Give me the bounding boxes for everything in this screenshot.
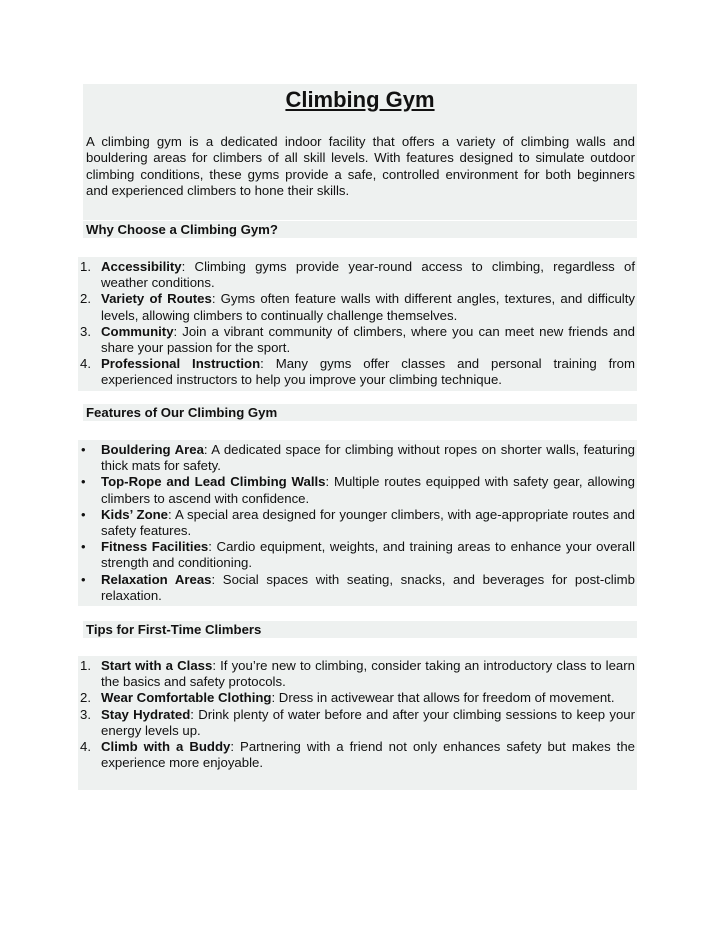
- list-number: 1.: [80, 259, 91, 274]
- list-item-text: : Cardio equipment, weights, and training areas to enhance your overall strength and conditioning.: [101, 539, 635, 571]
- section-heading-features: Features of Our Climbing Gym: [86, 405, 278, 420]
- list-item-term: Accessibility: [101, 259, 182, 274]
- list-item-term: Bouldering Area: [101, 442, 204, 457]
- list-item: [80, 539, 635, 571]
- list-item-term: Professional Instruction: [101, 356, 261, 372]
- list-item-text: : Many gyms offer classes and personal training from experienced instructors to help you improve your climbing technique.: [101, 356, 635, 388]
- list-number: 4.: [80, 356, 91, 372]
- why-choose-list: [80, 259, 635, 389]
- list-item: [80, 356, 635, 388]
- list-item-text: : If you’re new to climbing, consider taking an introductory class to learn the basics and safety protocols.: [101, 658, 635, 690]
- list-item-term: Variety of Routes: [101, 291, 212, 307]
- bullet-icon: •: [81, 442, 86, 457]
- intro-paragraph: A climbing gym is a dedicated indoor facility that offers a variety of climbing walls and bouldering areas for climbers of all skill levels. With features designed to simulate outdoor climbing conditions, these gyms provide a safe, controlled environment for both beginners and experienced climbers to hone their skills.: [86, 134, 635, 198]
- list-item-term: Fitness Facilities: [101, 539, 209, 555]
- list-item-text: : Social spaces with seating, snacks, and beverages for post-climb relaxation.: [101, 571, 635, 603]
- list-number: 3.: [80, 706, 91, 722]
- list-item: [80, 324, 635, 356]
- list-item: [80, 707, 635, 739]
- bullet-icon: •: [81, 571, 86, 587]
- section-heading-tips: Tips for First-Time Climbers: [86, 622, 262, 637]
- list-number: 4.: [80, 739, 91, 755]
- list-number: 1.: [80, 658, 91, 673]
- list-item-term: Kids’ Zone: [101, 506, 169, 522]
- list-item-term: Wear Comfortable Clothing: [101, 690, 272, 706]
- bullet-icon: •: [81, 539, 86, 555]
- list-item-term: Community: [101, 323, 174, 339]
- list-item: [80, 572, 635, 604]
- list-item: [80, 690, 635, 706]
- list-item-text: : A dedicated space for climbing without ropes on shorter walls, featuring thick mats for safety.: [101, 442, 636, 474]
- list-number: 3.: [80, 323, 91, 339]
- section-heading-why: Why Choose a Climbing Gym?: [86, 222, 278, 237]
- list-item: [80, 658, 635, 690]
- page-title: Climbing Gym: [285, 87, 435, 112]
- list-item-term: Stay Hydrated: [101, 706, 191, 722]
- list-item: [80, 507, 635, 539]
- list-number: 2.: [80, 690, 91, 706]
- bullet-icon: •: [81, 506, 86, 522]
- list-item-term: Start with a Class: [101, 658, 213, 673]
- list-item-term: Relaxation Areas: [101, 571, 212, 587]
- list-item-text: : Drink plenty of water before and after your climbing sessions to keep your energy levels up.: [101, 706, 635, 738]
- tips-list: [80, 658, 635, 771]
- list-item-text: : Partnering with a friend not only enhances safety but makes the experience more enjoyable.: [101, 739, 635, 771]
- list-item: [80, 474, 635, 506]
- bullet-icon: •: [81, 474, 86, 490]
- list-item-text: : Gyms often feature walls with different angles, textures, and difficulty levels, allowing climbers to continually challenge themselves.: [101, 291, 635, 323]
- list-item-text: : Climbing gyms provide year-round access to climbing, regardless of weather conditions.: [101, 259, 635, 291]
- list-item: [80, 291, 635, 323]
- list-number: 2.: [80, 291, 91, 307]
- list-item-text: : Dress in activewear that allows for freedom of movement.: [271, 690, 615, 706]
- list-item-term: Climb with a Buddy: [101, 739, 231, 755]
- list-item-text: : A special area designed for younger climbers, with age-appropriate routes and safety features.: [101, 506, 635, 539]
- list-item: [80, 259, 635, 291]
- list-item-term: Top-Rope and Lead Climbing Walls: [101, 474, 326, 490]
- list-item: [80, 442, 635, 474]
- list-item-text: : Join a vibrant community of climbers, where you can meet new friends and share your passion for the sport.: [101, 323, 635, 356]
- list-item-text: : Multiple routes equipped with safety gear, allowing climbers to ascend with confidence.: [101, 474, 635, 506]
- list-item: [80, 739, 635, 771]
- features-list: [80, 442, 635, 604]
